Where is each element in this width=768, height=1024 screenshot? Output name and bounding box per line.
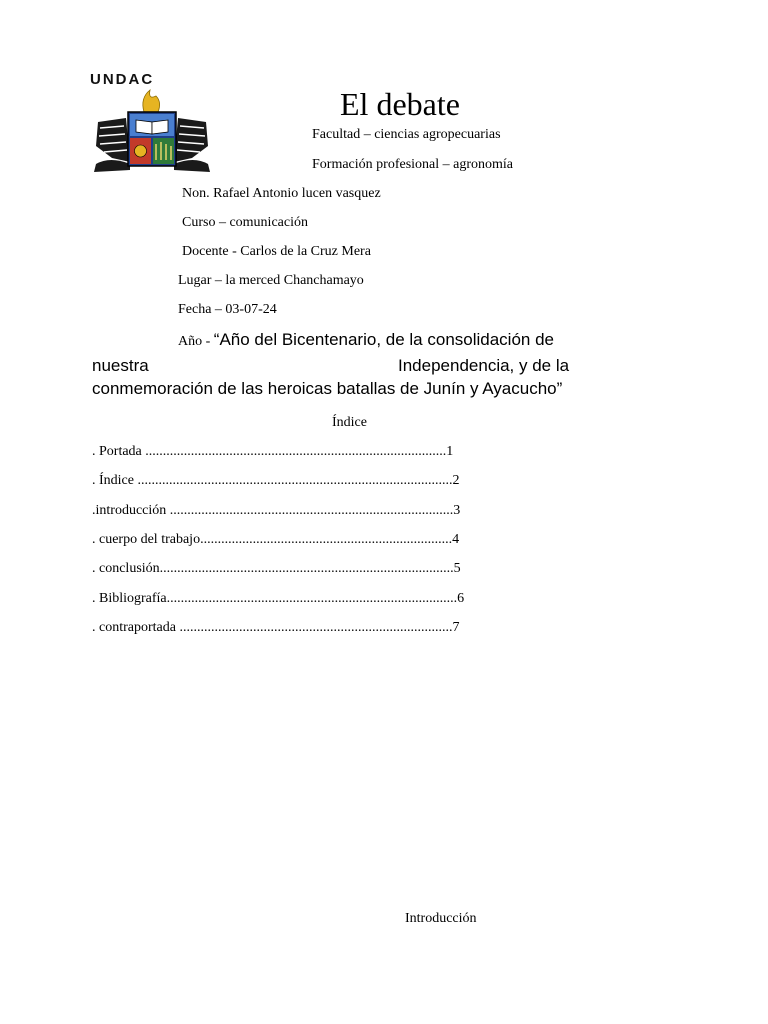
year-motto-part-1: “Año del Bicentenario, de la consolidación de	[213, 330, 555, 349]
faculty-line: Facultad – ciencias agropecuarias	[312, 127, 501, 142]
toc-item-portada: . Portada ......................................................................................1	[92, 444, 454, 459]
toc-item-indice: . Índice ..........................................................................................2	[92, 473, 460, 488]
year-line-1	[178, 330, 554, 350]
introduction-heading: Introducción	[405, 911, 477, 926]
logo-text: UNDAC	[90, 71, 155, 88]
book-icon	[136, 120, 152, 134]
flame-icon	[143, 90, 160, 112]
course-line: Curso – comunicación	[182, 215, 308, 230]
document-title: El debate	[340, 86, 460, 122]
toc-item-introduccion: .introducción .................................................................................3	[92, 503, 461, 518]
undac-logo	[90, 71, 214, 178]
toc-item-conclusion: . conclusión....................................................................................5	[92, 561, 461, 576]
toc-item-cuerpo: . cuerpo del trabajo........................................................................4	[92, 532, 460, 547]
year-label: Año -	[178, 334, 214, 349]
right-wing-icon	[174, 118, 208, 162]
left-wing-icon	[96, 118, 130, 162]
year-motto-part-2a: nuestra	[92, 356, 149, 375]
date-line: Fecha – 03-07-24	[178, 302, 277, 317]
formation-line: Formación profesional – agronomía	[312, 157, 514, 172]
toc-item-contraportada: . contraportada ..............................................................................7	[92, 620, 460, 635]
year-motto-part-2b: Independencia, y de la	[398, 356, 570, 375]
teacher-line: Docente - Carlos de la Cruz Mera	[182, 244, 371, 259]
sun-icon	[135, 145, 147, 157]
student-name-line: Non. Rafael Antonio lucen vasquez	[182, 186, 381, 201]
toc-item-bibliografia: . Bibliografía...................................................................................6	[92, 591, 465, 606]
index-heading: Índice	[332, 415, 367, 430]
year-motto-part-3: conmemoración de las heroicas batallas de Junín y Ayacucho”	[92, 379, 563, 398]
place-line: Lugar – la merced Chanchamayo	[178, 273, 364, 288]
